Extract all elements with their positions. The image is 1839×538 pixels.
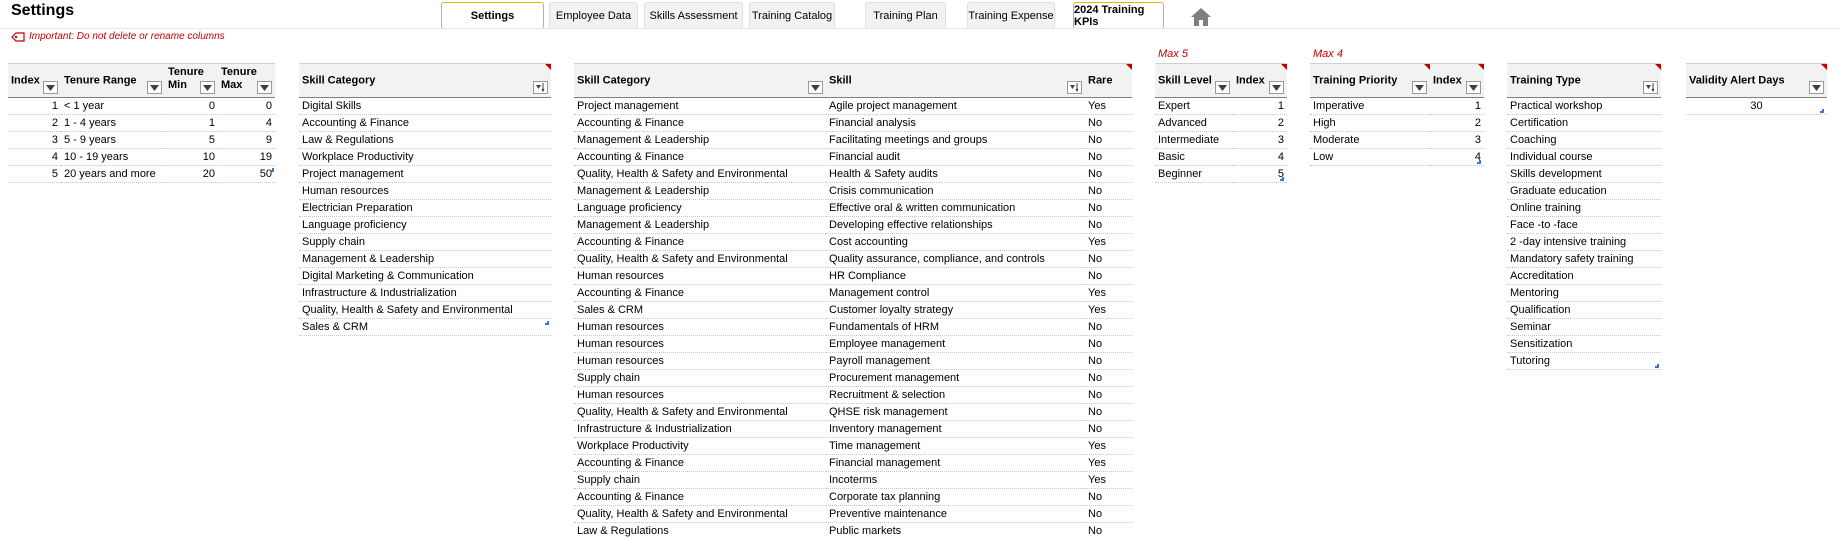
table-row [574,387,1132,404]
skill-cell[interactable]: Financial management [826,455,1085,472]
table-row [574,200,1132,217]
header-training-type: Training Type [1507,64,1661,98]
skill-cell[interactable]: Recruitment & selection [826,387,1085,404]
skill-category-cell[interactable]: Human resources [574,336,826,353]
tenure-table [8,63,275,183]
index-cell[interactable]: 4 [1233,149,1287,166]
table-row [574,438,1132,455]
table-row [1155,132,1287,149]
skill-category-cell[interactable]: Human resources [574,387,826,404]
skill-cell[interactable]: Payroll management [826,353,1085,370]
tab-2024-training-kpis[interactable]: 2024 Training KPIs [1073,2,1164,29]
skill-category-cell[interactable]: Human resources [574,353,826,370]
table-row [8,132,275,149]
skill-category-cell[interactable]: Human resources [574,319,826,336]
list-item [1507,302,1661,319]
skill-category-cell[interactable]: Accounting & Finance [299,115,551,132]
table-row [574,489,1132,506]
sort-filter-button[interactable] [1067,81,1082,94]
skill-cell[interactable]: Corporate tax planning [826,489,1085,506]
filter-button[interactable] [1269,81,1284,94]
header-index: Index [8,64,61,98]
rare-cell[interactable]: No [1085,404,1132,421]
skill-cell[interactable]: Preventive maintenance [826,506,1085,523]
max-skill-level-label: Max 5 [1158,48,1188,60]
index-cell[interactable]: 1 [8,98,61,115]
training-type-cell[interactable]: Individual course [1507,149,1661,166]
skill-category-cell[interactable]: Project management [574,98,826,115]
index-cell[interactable]: 2 [1233,115,1287,132]
filter-button[interactable] [1215,81,1230,94]
header-tenure-range: Tenure Range [61,64,165,98]
tenure-max-cell[interactable]: 19 [218,149,275,166]
validity-alert-table [1686,63,1827,115]
tab-training-expense[interactable]: Training Expense [967,2,1055,29]
tenure-range-cell[interactable]: 1 - 4 years [61,115,165,132]
training-type-cell[interactable]: Certification [1507,115,1661,132]
table-row [8,166,275,183]
skill-category-cell[interactable]: Language proficiency [574,200,826,217]
rare-cell[interactable]: No [1085,353,1132,370]
list-item [1507,234,1661,251]
table-row [574,302,1132,319]
index-cell[interactable]: 1 [1430,98,1484,115]
list-item [299,251,551,268]
skill-cell[interactable]: Developing effective relationships [826,217,1085,234]
table-row [574,370,1132,387]
header-skill-category: Skill Category [299,64,551,98]
skill-level-cell[interactable]: Expert [1155,98,1233,115]
skill-cell[interactable]: Management control [826,285,1085,302]
skill-cell[interactable]: Procurement management [826,370,1085,387]
index-cell[interactable]: 5 [8,166,61,183]
table-row [574,404,1132,421]
rare-cell[interactable]: No [1085,251,1132,268]
table-row [8,115,275,132]
training-type-cell[interactable]: Tutoring [1507,353,1661,370]
index-cell[interactable]: 3 [1430,132,1484,149]
skill-category-cell[interactable]: Sales & CRM [299,319,551,336]
tab-settings[interactable]: Settings [441,2,544,29]
list-item [1507,285,1661,302]
table-row [574,251,1132,268]
tab-skills-assessment[interactable]: Skills Assessment [644,2,743,29]
table-row [574,523,1132,538]
skill-category-cell[interactable]: Quality, Health & Safety and Environmental [574,251,826,268]
skill-cell[interactable]: QHSE risk management [826,404,1085,421]
rare-cell[interactable]: Yes [1085,438,1132,455]
max-training-priority-label: Max 4 [1313,48,1343,60]
skill-category-cell[interactable]: Accounting & Finance [574,489,826,506]
table-row [574,421,1132,438]
skill-category-cell[interactable]: Quality, Health & Safety and Environmental [574,166,826,183]
rare-cell[interactable]: Yes [1085,98,1132,115]
skill-category-cell[interactable]: Accounting & Finance [574,115,826,132]
table-row [574,115,1132,132]
table-row [574,166,1132,183]
tenure-min-cell[interactable]: 0 [165,98,218,115]
table-row [1155,166,1287,183]
list-item [299,319,551,336]
table-row [574,217,1132,234]
rare-cell[interactable]: Yes [1085,302,1132,319]
list-item [1507,115,1661,132]
list-item [299,98,551,115]
skill-level-cell[interactable]: Beginner [1155,166,1233,183]
header-divider [0,28,1839,29]
tenure-max-cell[interactable]: 9 [218,132,275,149]
training-priority-cell[interactable]: Imperative [1310,98,1430,115]
skill-cell[interactable]: Time management [826,438,1085,455]
training-type-cell[interactable]: Skills development [1507,166,1661,183]
skill-cell[interactable]: Financial analysis [826,115,1085,132]
skill-category-cell[interactable]: Management & Leadership [574,217,826,234]
skill-cell[interactable]: Crisis communication [826,183,1085,200]
table-resize-handle[interactable] [270,168,274,172]
list-item [1507,149,1661,166]
tenure-range-cell[interactable]: 20 years and more [61,166,165,183]
training-type-cell[interactable]: Mentoring [1507,285,1661,302]
tenure-max-cell[interactable]: 50 [218,166,275,183]
training-type-cell[interactable]: Accreditation [1507,268,1661,285]
training-priority-table [1310,63,1484,166]
skill-category-cell[interactable]: Supply chain [299,234,551,251]
rare-cell[interactable]: No [1085,387,1132,404]
header-tenure-min: Tenure Min [165,64,218,98]
training-priority-cell[interactable]: Moderate [1310,132,1430,149]
training-type-cell[interactable]: Qualification [1507,302,1661,319]
filter-button[interactable] [1809,81,1824,94]
skill-cell[interactable]: Customer loyalty strategy [826,302,1085,319]
rare-cell[interactable]: No [1085,115,1132,132]
skill-level-cell[interactable]: Intermediate [1155,132,1233,149]
list-item [299,132,551,149]
rare-cell[interactable]: No [1085,336,1132,353]
skill-category-cell[interactable]: Accounting & Finance [574,234,826,251]
header-skill-category: Skill Category [574,64,826,98]
training-priority-cell[interactable]: High [1310,115,1430,132]
home-icon[interactable] [1190,7,1212,27]
skill-category-cell[interactable]: Language proficiency [299,217,551,234]
skill-level-cell[interactable]: Advanced [1155,115,1233,132]
list-item [299,234,551,251]
skill-cell[interactable]: Agile project management [826,98,1085,115]
list-item [299,302,551,319]
table-row [574,234,1132,251]
training-type-cell[interactable]: Online training [1507,200,1661,217]
tenure-range-cell[interactable]: 10 - 19 years [61,149,165,166]
training-type-cell[interactable]: Mandatory safety training [1507,251,1661,268]
skill-category-cell[interactable]: Supply chain [574,370,826,387]
tenure-min-cell[interactable]: 5 [165,132,218,149]
page-title: Settings [11,2,75,19]
sort-filter-button[interactable] [1643,81,1658,94]
index-cell[interactable]: 2 [8,115,61,132]
skill-category-cell[interactable]: Quality, Health & Safety and Environmental [574,404,826,421]
table-row [574,183,1132,200]
table-row [1310,98,1484,115]
skill-category-cell[interactable]: Quality, Health & Safety and Environmental [574,506,826,523]
index-cell[interactable]: 1 [1233,98,1287,115]
sort-filter-button[interactable] [533,81,548,94]
table-row [574,506,1132,523]
table-row [574,268,1132,285]
table-resize-handle[interactable] [545,321,549,325]
rare-cell[interactable]: Yes [1085,472,1132,489]
skill-category-cell[interactable]: Accounting & Finance [574,455,826,472]
rare-cell[interactable]: No [1085,421,1132,438]
table-resize-handle[interactable] [1655,364,1659,368]
tenure-min-cell[interactable]: 1 [165,115,218,132]
training-type-cell[interactable]: Practical workshop [1507,98,1661,115]
list-item [1507,200,1661,217]
table-resize-handle[interactable] [1280,177,1284,181]
rare-cell[interactable]: No [1085,370,1132,387]
list-item [1507,183,1661,200]
skill-cell[interactable]: Fundamentals of HRM [826,319,1085,336]
skill-cell[interactable]: Incoterms [826,472,1085,489]
rare-cell[interactable]: No [1085,149,1132,166]
training-priority-cell[interactable]: Low [1310,149,1430,166]
skill-cell[interactable]: Effective oral & written communication [826,200,1085,217]
skill-category-cell[interactable]: Management & Leadership [574,183,826,200]
tab-training-plan[interactable]: Training Plan [865,2,946,29]
skill-level-cell[interactable]: Basic [1155,149,1233,166]
table-row [574,285,1132,302]
skill-category-cell[interactable]: Infrastructure & Industrialization [299,285,551,302]
validity-alert-days-cell[interactable]: 30 [1686,98,1827,115]
table-row [1310,149,1484,166]
table-row [574,353,1132,370]
skill-category-cell[interactable]: Supply chain [574,472,826,489]
training-type-cell[interactable]: Seminar [1507,319,1661,336]
tab-training-catalog[interactable]: Training Catalog [749,2,835,29]
skill-category-cell[interactable]: Law & Regulations [574,523,826,538]
skill-category-cell[interactable]: Electrician Preparation [299,200,551,217]
skill-category-cell[interactable]: Infrastructure & Industrialization [574,421,826,438]
rare-cell[interactable]: Yes [1085,285,1132,302]
rare-cell[interactable]: No [1085,268,1132,285]
filter-button[interactable] [1412,81,1427,94]
table-row [574,98,1132,115]
rare-cell[interactable]: Yes [1085,455,1132,472]
list-item [299,183,551,200]
filter-button[interactable] [43,81,58,94]
table-row [1310,115,1484,132]
skill-category-cell[interactable]: Project management [299,166,551,183]
header-training-priority: Training Priority [1310,64,1430,98]
rare-cell[interactable]: No [1085,489,1132,506]
list-item [299,200,551,217]
table-row [1155,98,1287,115]
training-type-cell[interactable]: Graduate education [1507,183,1661,200]
table-row [1155,149,1287,166]
index-cell[interactable]: 2 [1430,115,1484,132]
list-item [1507,319,1661,336]
list-item [299,115,551,132]
tag-icon [11,32,25,42]
skill-cell[interactable]: Inventory management [826,421,1085,438]
rare-cell[interactable]: No [1085,506,1132,523]
skill-cell[interactable]: Financial audit [826,149,1085,166]
training-type-cell[interactable]: 2 -day intensive training [1507,234,1661,251]
table-row [574,455,1132,472]
training-type-cell[interactable]: Sensitization [1507,336,1661,353]
index-cell[interactable]: 3 [8,132,61,149]
tenure-min-cell[interactable]: 10 [165,149,218,166]
list-item [299,166,551,183]
index-cell[interactable]: 3 [1233,132,1287,149]
rare-cell[interactable]: No [1085,523,1132,538]
tenure-max-cell[interactable]: 0 [218,98,275,115]
table-row [1310,132,1484,149]
skill-cell[interactable]: Public markets [826,523,1085,538]
list-item [299,268,551,285]
skill-level-table [1155,63,1287,183]
table-row [574,472,1132,489]
skill-cell[interactable]: Employee management [826,336,1085,353]
filter-button[interactable] [808,81,823,94]
skill-category-table [299,63,551,336]
header-index: Index [1233,64,1287,98]
table-resize-handle[interactable] [1477,160,1481,164]
list-item [1507,353,1661,370]
tenure-range-cell[interactable]: < 1 year [61,98,165,115]
table-resize-handle[interactable] [1820,109,1824,113]
index-cell[interactable]: 5 [1233,166,1287,183]
table-row [8,149,275,166]
rare-cell[interactable]: No [1085,200,1132,217]
index-cell[interactable]: 4 [1430,149,1484,166]
table-row [1155,115,1287,132]
skill-category-cell[interactable]: Workplace Productivity [299,149,551,166]
skill-category-cell[interactable]: Accounting & Finance [574,149,826,166]
skill-cell[interactable]: Facilitating meetings and groups [826,132,1085,149]
header-skill-level: Skill Level [1155,64,1233,98]
header-validity-alert-days: Validity Alert Days [1686,64,1827,98]
rare-cell[interactable]: No [1085,217,1132,234]
notice-text: Important: Do not delete or rename columns [29,31,225,42]
header-index: Index [1430,64,1484,98]
warning-notice [11,31,225,42]
index-cell[interactable]: 4 [8,149,61,166]
table-row [574,149,1132,166]
filter-button[interactable] [257,81,272,94]
header-tenure-max: Tenure Max [218,64,275,98]
training-type-cell[interactable]: Coaching [1507,132,1661,149]
table-row [574,336,1132,353]
tenure-max-cell[interactable]: 4 [218,115,275,132]
rare-cell[interactable]: No [1085,166,1132,183]
skill-cell[interactable]: HR Compliance [826,268,1085,285]
list-item [1507,132,1661,149]
table-row [574,132,1132,149]
skills-table [574,63,1132,538]
training-type-table [1507,63,1661,370]
skill-category-cell[interactable]: Sales & CRM [574,302,826,319]
skill-category-cell[interactable]: Quality, Health & Safety and Environmental [299,302,551,319]
tab-employee-data[interactable]: Employee Data [549,2,638,29]
list-item [1507,166,1661,183]
skill-cell[interactable]: Health & Safety audits [826,166,1085,183]
list-item [1507,268,1661,285]
list-item [299,149,551,166]
skill-category-cell[interactable]: Law & Regulations [299,132,551,149]
skill-cell[interactable]: Cost accounting [826,234,1085,251]
tenure-range-cell[interactable]: 5 - 9 years [61,132,165,149]
table-row [8,98,275,115]
list-item [1507,251,1661,268]
list-item [299,217,551,234]
skill-cell[interactable]: Quality assurance, compliance, and controls [826,251,1085,268]
tenure-min-cell[interactable]: 20 [165,166,218,183]
skill-category-cell[interactable]: Management & Leadership [299,251,551,268]
rare-cell[interactable]: No [1085,132,1132,149]
list-item [1507,336,1661,353]
skill-category-cell[interactable]: Accounting & Finance [574,285,826,302]
list-item [299,285,551,302]
filter-button[interactable] [147,81,162,94]
header-skill: Skill [826,64,1085,98]
filter-button[interactable] [1466,81,1481,94]
list-item [1507,217,1661,234]
rare-cell[interactable]: No [1085,319,1132,336]
rare-cell[interactable]: No [1085,183,1132,200]
skill-category-cell[interactable]: Human resources [299,183,551,200]
skill-category-cell[interactable]: Digital Marketing & Communication [299,268,551,285]
list-item [1507,98,1661,115]
training-type-cell[interactable]: Face -to -face [1507,217,1661,234]
rare-cell[interactable]: Yes [1085,234,1132,251]
skill-category-cell[interactable]: Workplace Productivity [574,438,826,455]
table-row [574,319,1132,336]
skill-category-cell[interactable]: Human resources [574,268,826,285]
skill-category-cell[interactable]: Management & Leadership [574,132,826,149]
filter-button[interactable] [200,81,215,94]
skill-category-cell[interactable]: Digital Skills [299,98,551,115]
header-rare: Rare [1085,64,1132,98]
